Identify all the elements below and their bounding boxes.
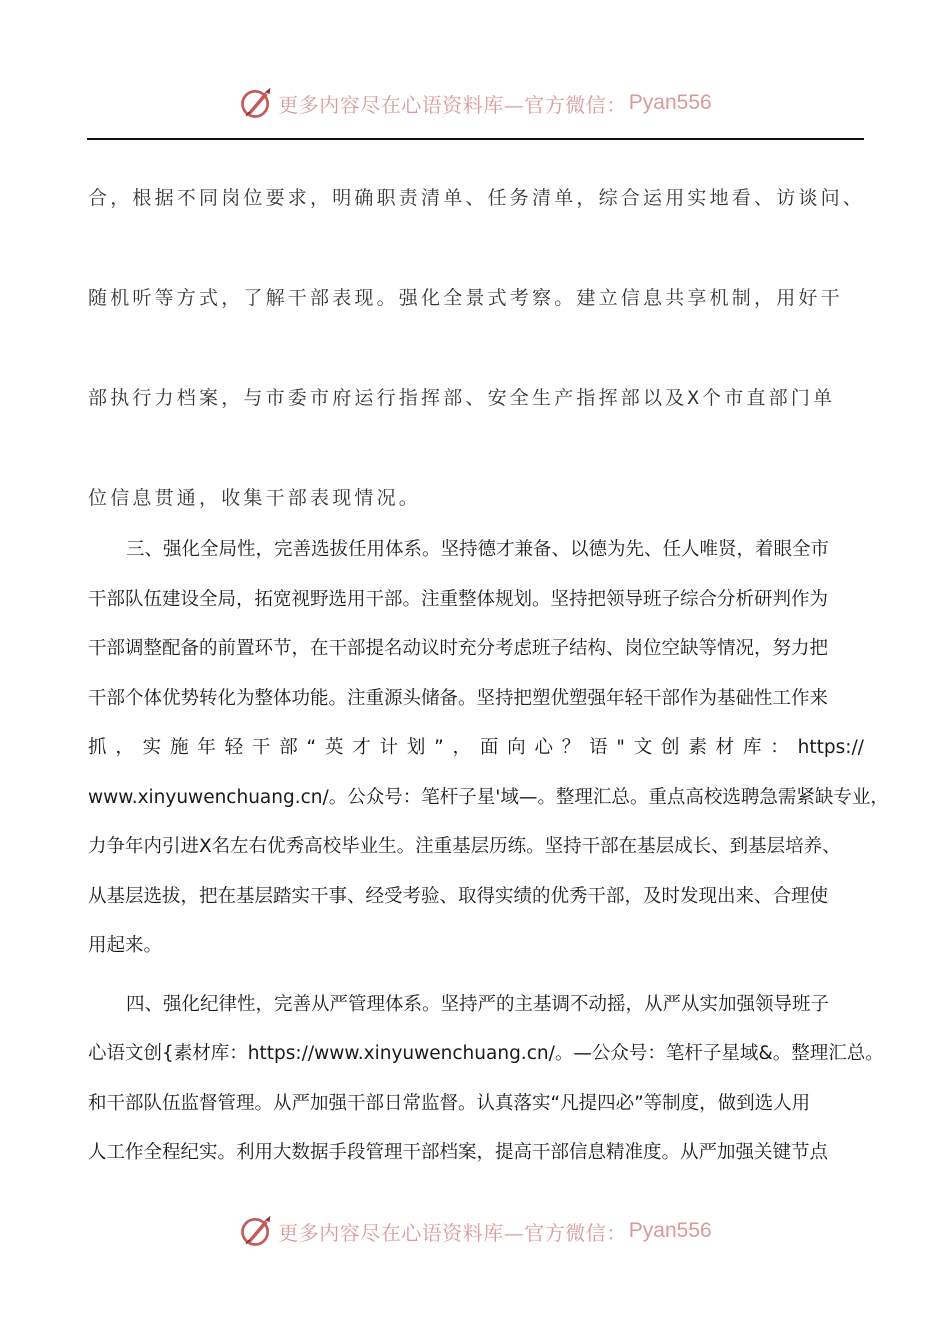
spaced-glyph: ， (115, 737, 134, 758)
paragraph-4-line: 人工作全程纪实。利用大数据手段管理干部档案，提高干部信息精准度。从严加强关键节点 (88, 1142, 829, 1163)
paragraph-3-line: 从基层选拔，把在基层踏实干事、经受考验、取得实绩的优秀干部，及时发现出来、合理使 (88, 885, 829, 907)
spaced-glyph: ” (434, 737, 444, 758)
spaced-glyph: 实 (142, 737, 162, 758)
paragraph-3-line: 三、强化全局性，完善选拔任用体系。坚持德才兼备、以德为先、任人唯贤，着眼全市 (126, 539, 830, 560)
spaced-glyph: “ (306, 737, 317, 758)
quill-pen-logo-icon (238, 85, 274, 121)
paragraph-4-line: 和干部队伍监督管理。从严加强干部日常监督。认真落实“凡提四必”等制度，做到选人用 (88, 1092, 811, 1114)
text-line: 合，根据不同岗位要求，明确职责清单、任务清单，综合运用实地看、访谈问、 (88, 187, 866, 209)
spaced-glyph: ， (452, 737, 472, 758)
spaced-glyph: 文 (633, 737, 653, 758)
paragraph-4-line: 心语文创{素材库：https://www.xinyuwenchuang.cn/。—公众号：笔杆子星域&。整理汇总。 (88, 1043, 884, 1064)
spaced-glyph: 面 (479, 737, 499, 758)
spaced-glyph: 创 (661, 737, 680, 758)
text-line: 随机听等方式，了解干部表现。强化全景式考察。建立信息共享机制，用好干 (88, 287, 843, 309)
spaced-glyph: 部 (279, 737, 298, 758)
quill-pen-logo-icon (238, 1213, 274, 1249)
spaced-glyph: ： (770, 737, 789, 758)
paragraph-3-line: www.xinyuwenchuang.cn/。公众号：笔杆子星'域—。整理汇总。重点高校选聘急需紧缺专业， (88, 786, 889, 808)
spaced-glyph: 才 (352, 737, 371, 758)
spaced-glyph: 向 (507, 737, 526, 758)
paragraph-4-line: 四、强化纪律性，完善从严管理体系。坚持严的主基调不动摇，从严从实加强领导班子 (126, 993, 830, 1015)
paragraph-3-line: 干部调整配备的前置环节，在干部提名动议时充分考虑班子结构、岗位空缺等情况，努力把 (88, 638, 829, 659)
paragraph-3-line: 力争年内引进X名左右优秀高校毕业生。注重基层历练。坚持干部在基层成长、到基层培养、 (88, 836, 841, 857)
spaced-glyph: 素 (688, 737, 707, 758)
spaced-glyph: 干 (251, 737, 271, 758)
paragraph-3-line: 用起来。 (88, 935, 163, 956)
header-banner (0, 78, 950, 128)
spaced-glyph: 语 (589, 737, 608, 758)
spaced-glyph: " (616, 737, 625, 758)
spaced-glyph: 轻 (224, 737, 244, 758)
spaced-glyph: 年 (197, 737, 216, 758)
spaced-glyph: https:// (797, 737, 864, 758)
header-divider (87, 138, 864, 140)
spaced-glyph: 材 (715, 737, 735, 758)
spaced-glyph: 抓 (88, 737, 107, 758)
spaced-glyph: 英 (324, 737, 344, 758)
footer-banner (0, 1206, 950, 1256)
banner-text: 更多内容尽在心语资料库—官方微信： (278, 92, 627, 117)
text-line: 部执行力档案，与市委市府运行指挥部、安全生产指挥部以及X个市直部门单 (88, 387, 836, 409)
body-paragraphs (88, 525, 889, 1178)
spaced-glyph: 划 (406, 737, 426, 758)
spaced-glyph: 心 (534, 737, 553, 758)
banner-wechat-id: Pyan556 (628, 1219, 712, 1242)
paragraph-3-line: 干部队伍建设全局，拓宽视野选用干部。注重整体规划。坚持把领导班子综合分析研判作为 (88, 588, 829, 610)
banner-text: 更多内容尽在心语资料库—官方微信： (278, 1220, 627, 1245)
spaced-glyph: ？ (561, 737, 581, 758)
section-a-text (88, 148, 878, 548)
text-line: 位信息贯通，收集干部表现情况。 (88, 487, 422, 509)
spaced-glyph: 库 (742, 737, 762, 758)
paragraph-3-spaced-line (88, 723, 864, 773)
spaced-glyph: 计 (379, 737, 399, 758)
paragraph-3-line: 干部个体优势转化为整体功能。注重源头储备。坚持把塑优塑强年轻干部作为基础性工作来 (88, 687, 829, 709)
banner-wechat-id: Pyan556 (628, 91, 712, 114)
spaced-glyph: 施 (169, 737, 189, 758)
